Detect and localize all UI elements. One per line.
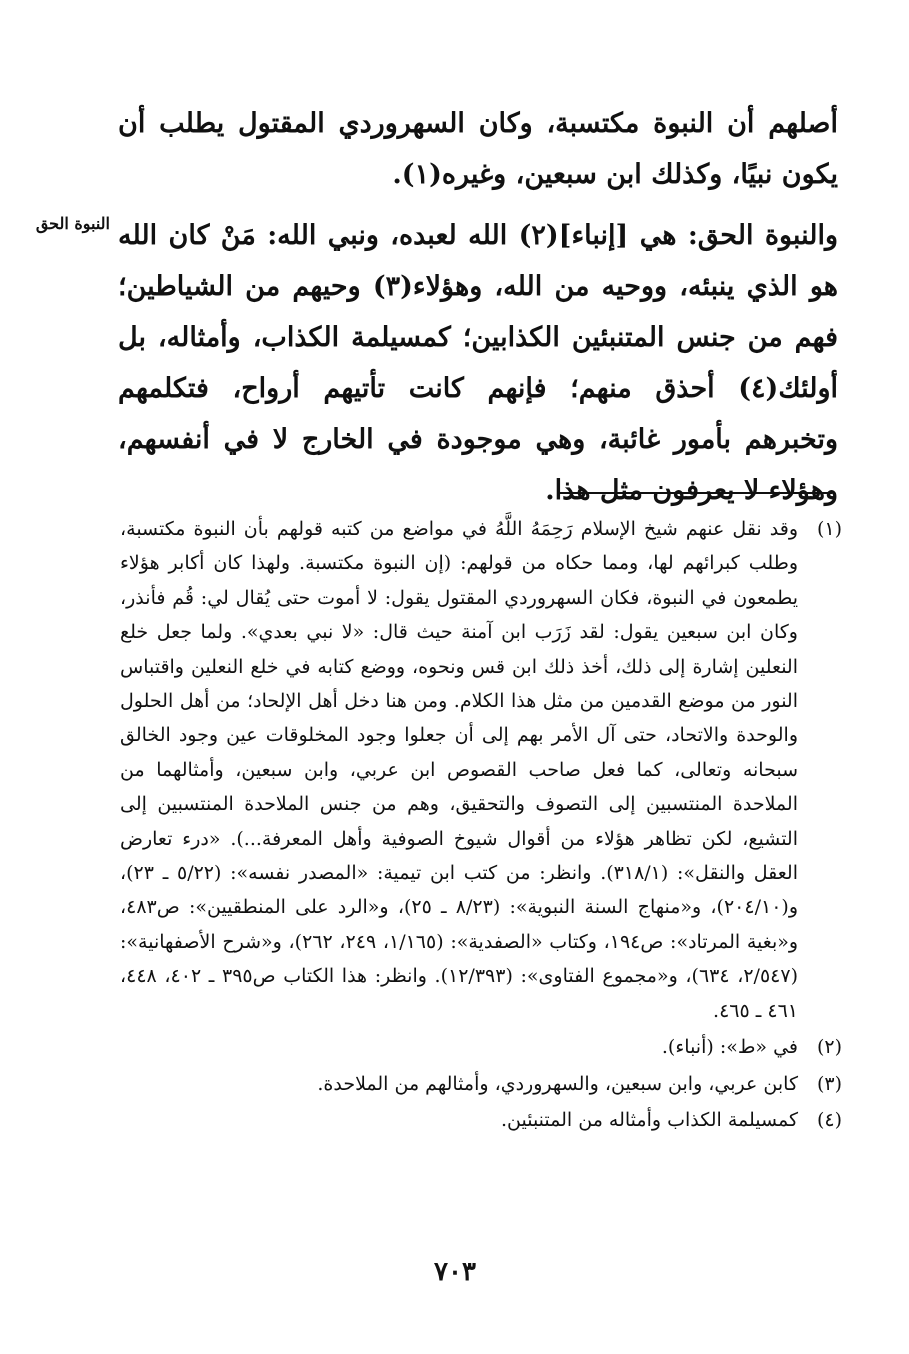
footnote-separator <box>560 492 832 494</box>
footnote-number: (٤) <box>816 1108 842 1131</box>
footnote-text: كمسيلمة الكذاب وأمثاله من المتنبئين. <box>500 1108 798 1131</box>
margin-heading: النبوة الحق <box>35 214 110 233</box>
main-paragraph: أصلهم أن النبوة مكتسبة، وكان السهروردي المقتول يطلب أن يكون نبيًا، وكذلك ابن سبعين، وغيره(١). <box>118 108 838 190</box>
main-text-block <box>118 98 838 516</box>
footnote-number: (٣) <box>816 1072 842 1095</box>
footnote-text: كابن عربي، وابن سبعين، والسهروردي، وأمثالهم من الملاحدة. <box>317 1072 798 1095</box>
footnote <box>120 1103 842 1137</box>
footnote <box>120 512 842 1028</box>
footnote-number: (١) <box>816 518 842 540</box>
footnotes-block <box>120 512 842 1137</box>
footnote <box>120 1067 842 1101</box>
footnote-text: وقد نقل عنهم شيخ الإسلام رَحِمَهُ اللَّهُ في مواضع من كتبه قولهم بأن النبوة مكتسبة، وطلب كبرائهم لها، ومما حكاه من قولهم: (إن النبوة مكتسبة. ولهذا كان أكابر هؤلاء يطمعون في النبوة، فكان السهروردي المقتول يقول: لا أموت حتى يُقال لي: قُم فأنذر، وكان ابن سبعين يقول: لقد زَرَب ابن آمنة حيث قال: «لا نبي بعدي». ولما جعل خلع النعلين إشارة إلى ذلك، أخذ ذلك ابن قس ونحوه، ووضع كتابه في خلع النعلين واقتباس النور من موضع القدمين من مثل هذا الكلام. ومن هنا دخل أهل الإلحاد؛ من أهل الحلول والوحدة والاتحاد، حتى آل الأمر بهم إلى أن جعلوا وجود المخلوقات عين وجود الخالق سبحانه وتعالى، كما فعل صاحب القصوص ابن عربي، وابن سبعين، وأمثالهما من الملاحدة المنتسبين إلى التصوف والتحقيق، وهم من جنس الملاحدة المنتسبين إلى التشيع، لكن تظاهر هؤلاء من أقوال شيوخ الصوفية وأهل المعرفة...). «درء تعارض العقل والنقل»: (٣١٨/١). وانظر: من كتب ابن تيمية: «المصدر نفسه»: (٥/٢٢ ـ ٢٣)، و(٢٠٤/١٠)، و«منهاج السنة النبوية»: (٨/٢٣ ـ ٢٥)، و«الرد على المنطقيين»: ص٤٨٣، و«بغية المرتاد»: ص١٩٤، وكتاب «الصفدية»: (١/١٦٥، ٢٤٩، ٢٦٢)، و«شرح الأصفهانية»: (٢/٥٤٧، ٦٣٤)، و«مجموع الفتاوى»: (١٢/٣٩٣). وانظر: هذا الكتاب ص٣٩٥ ـ ٤٠٢، ٤٤٨، ٤٦١ ـ ٤٦٥. <box>120 518 799 1022</box>
footnote-number: (٢) <box>816 1036 842 1059</box>
footnote-text: في «ط»: (أنباء). <box>661 1036 798 1059</box>
footnote <box>120 1030 842 1064</box>
main-paragraph: والنبوة الحق: هي [إنباء](٢) الله لعبده، ونبي الله: مَنْ كان الله هو الذي ينبئه، ووحيه من الله، وهؤلاء(٣) وحيهم من الشياطين؛ فهم من جنس المتنبئين الكذابين؛ كمسيلمة الكذاب، وأمثاله، بل أولئك(٤) أحذق منهم؛ فإنهم كانت تأتيهم أرواح، فتكلمهم وتخبرهم بأمور غائبة، وهي موجودة في الخارج لا في أنفسهم، وهؤلاء لا يعرفون مثل هذا. <box>118 220 839 506</box>
page-number: ٧٠٣ <box>434 1257 476 1287</box>
